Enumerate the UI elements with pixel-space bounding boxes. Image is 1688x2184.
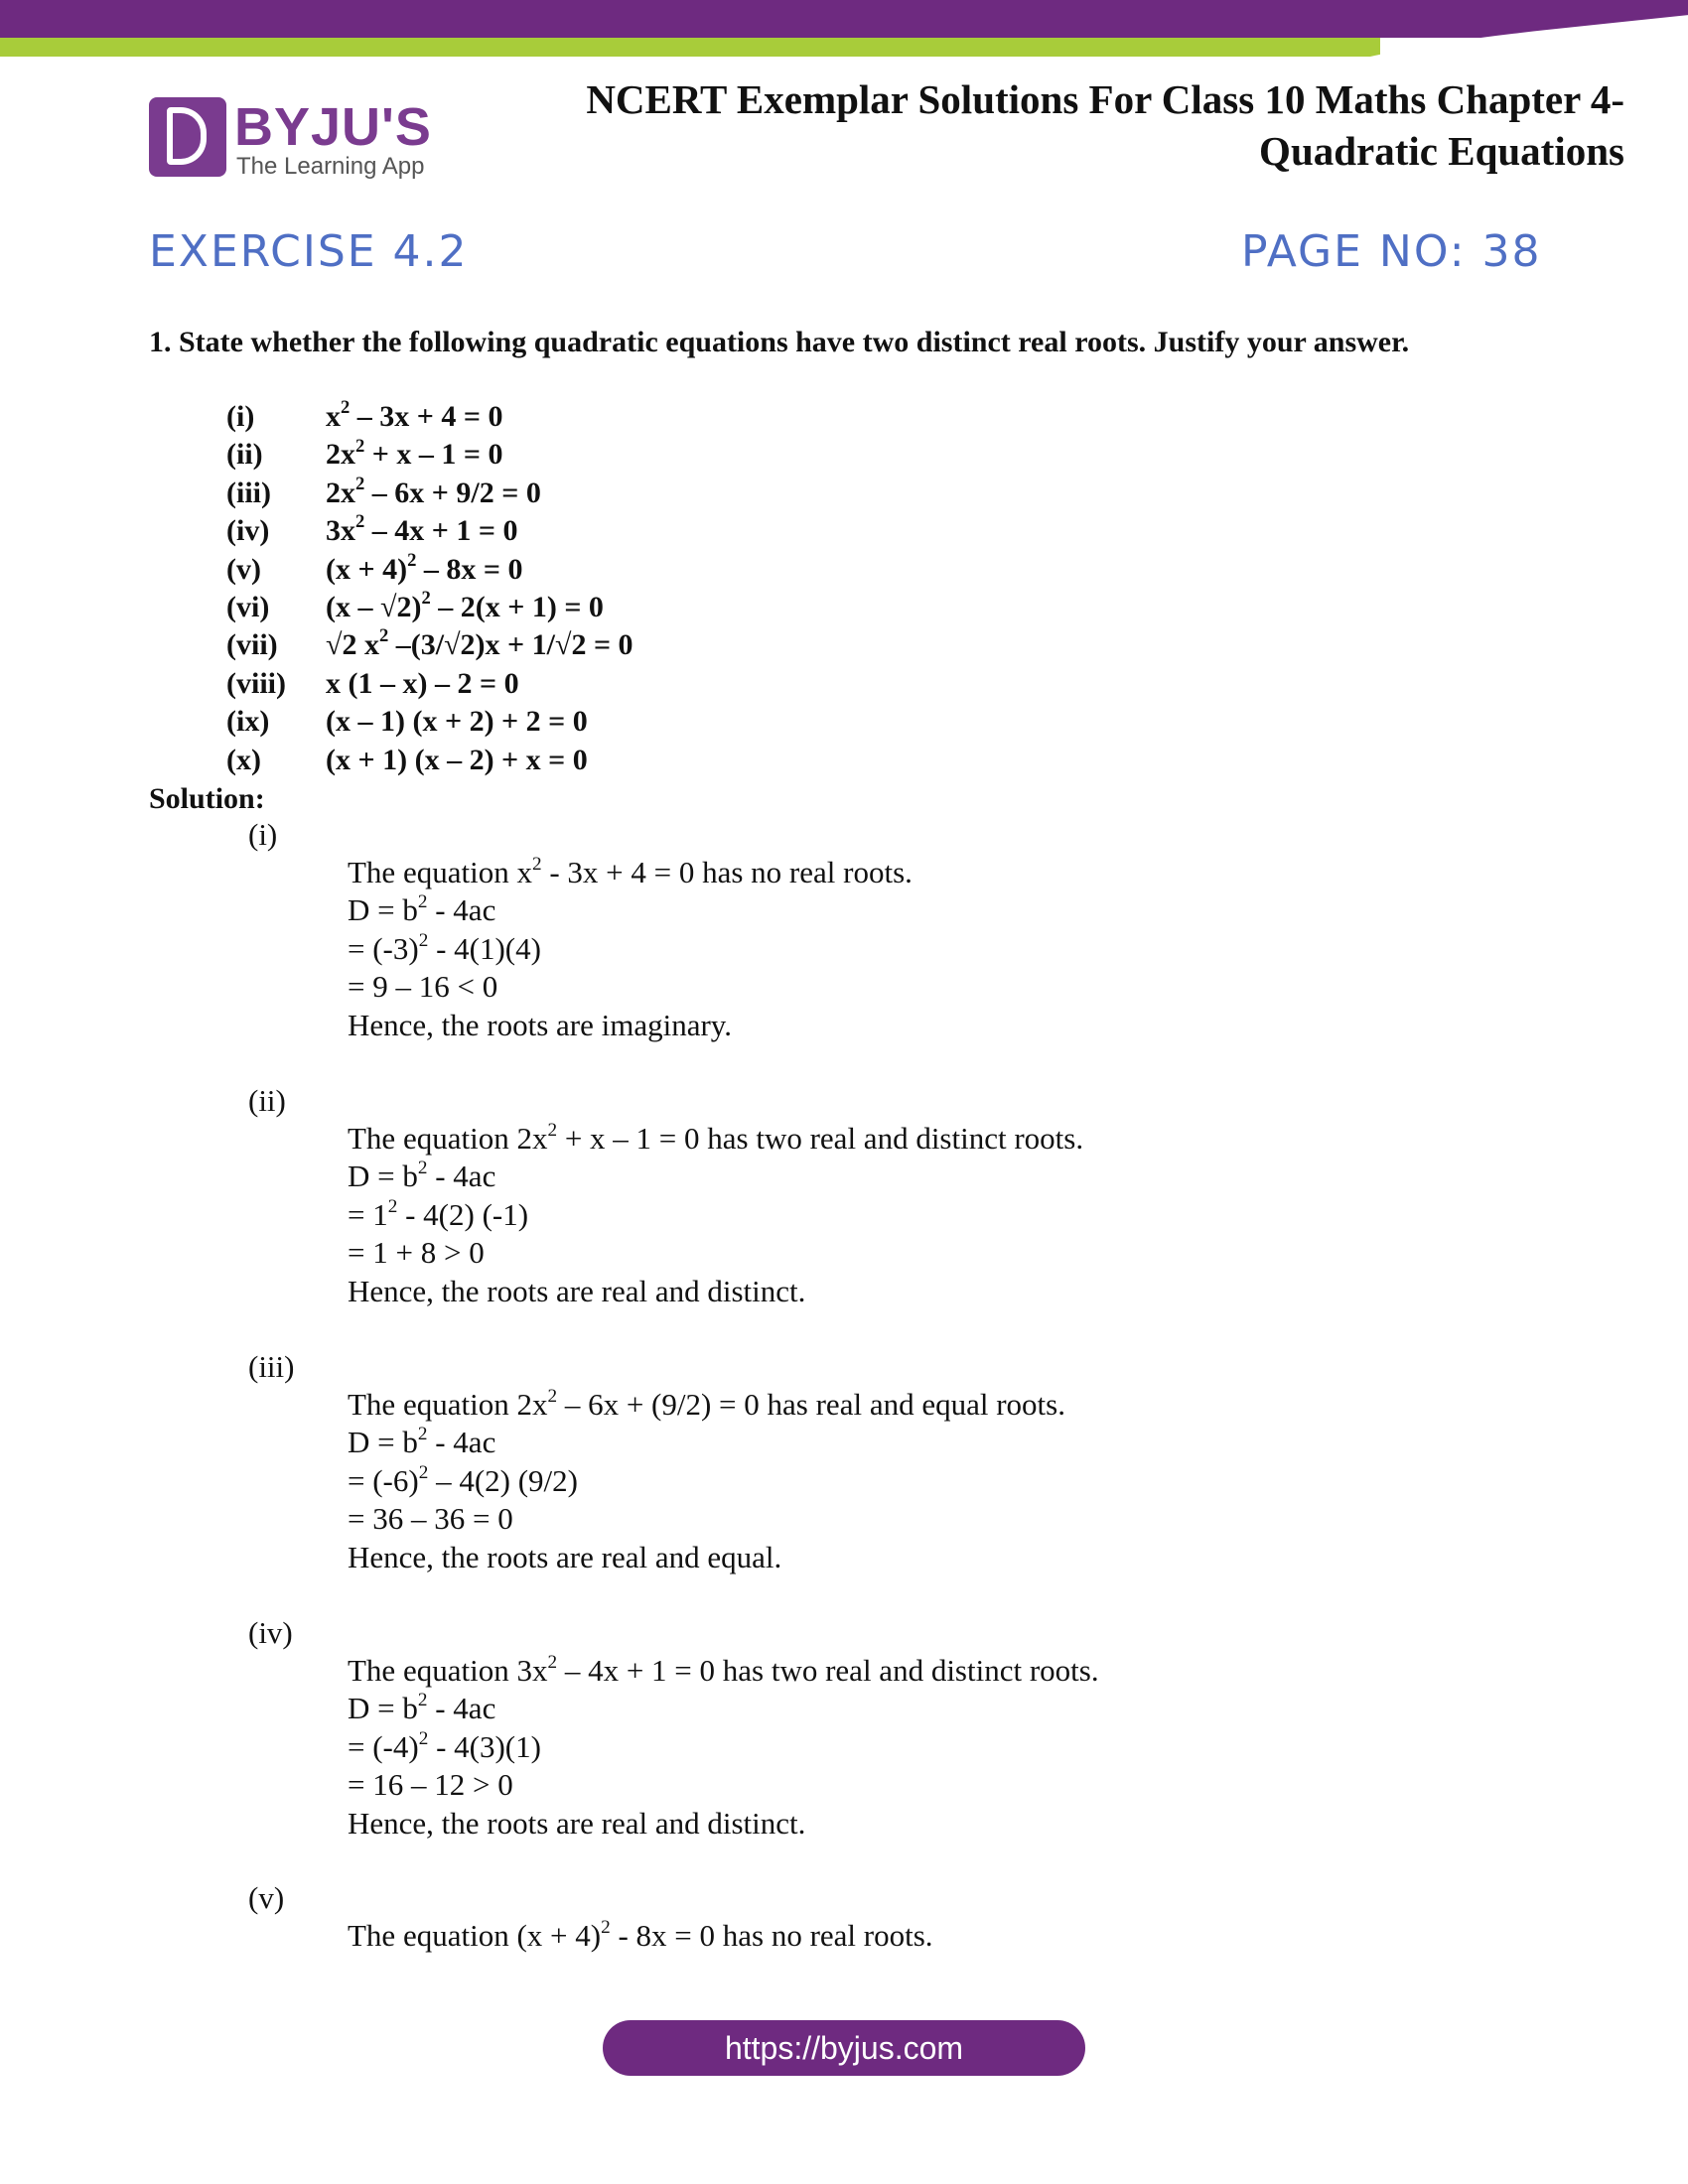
equation-number: (iii) — [226, 476, 271, 509]
solution-line: $D = b^2 - 4ac$ — [348, 1690, 496, 1726]
solution-line: The equation $2x^2 + x - 1 = 0$ has two real and distinct roots. — [348, 1119, 1084, 1156]
equation-list — [226, 398, 633, 779]
equation-text: $x^2 - 3x + 4 = 0$ — [326, 397, 503, 433]
solution-line: = $(-6)^2 - 4(2)$ (9/2) — [348, 1461, 578, 1498]
equation-number: (viii) — [226, 666, 286, 700]
exercise-heading: EXERCISE 4.2 — [149, 226, 469, 277]
solution-part — [348, 1917, 933, 1955]
solution-part-number: (iii) — [248, 1349, 295, 1384]
page-number: PAGE NO: 38 — [1241, 226, 1542, 277]
document-title — [433, 73, 1624, 177]
equation-item — [226, 703, 633, 741]
question-text: 1. State whether the following quadratic equations have two distinct real roots. Justify your answer. — [149, 326, 1410, 358]
equation-number: (iv) — [226, 514, 270, 548]
equation-text: $2x^2 - 6x + 9/2 = 0$ — [326, 473, 541, 509]
solution-line: = 36 – 36 = 0 — [348, 1501, 513, 1537]
equation-text: x (1 – x) – 2 = 0 — [326, 666, 519, 700]
solution-part-number: (ii) — [248, 1083, 286, 1118]
solution-part — [348, 854, 913, 1044]
solution-part — [348, 1652, 1099, 1843]
equation-number: (ix) — [226, 705, 270, 739]
equation-item — [226, 551, 633, 589]
solution-line: = 1 + 8 > 0 — [348, 1235, 485, 1271]
solution-line: = 9 – 16 < 0 — [348, 969, 498, 1005]
solution-line: The equation $x^2 - 3x + 4 = 0$ has no real roots. — [348, 853, 913, 889]
equation-number: (v) — [226, 552, 261, 586]
document-title-line1: NCERT Exemplar Solutions For Class 10 Maths Chapter 4- — [586, 76, 1624, 122]
equation-item — [226, 589, 633, 626]
solution-part-number: (i) — [248, 817, 278, 852]
solution-line: $D = b^2 - 4ac$ — [348, 891, 496, 928]
solution-line: Hence, the roots are real and distinct. — [348, 1805, 806, 1841]
solution-heading: Solution: — [149, 782, 265, 815]
equation-item — [226, 665, 633, 703]
solution-line: = $(-4)^2 - 4(3)(1)$ — [348, 1727, 541, 1764]
equation-text: $(x + 4)^2 - 8x = 0$ — [326, 549, 523, 586]
solution-line: The equation $2x^2 - 6x + (9/2) = 0$ has real and equal roots. — [348, 1385, 1065, 1422]
equation-text: $3x^2 - 4x + 1 = 0$ — [326, 511, 518, 548]
solution-line: $D = b^2 - 4ac$ — [348, 1424, 496, 1460]
equation-item — [226, 475, 633, 512]
solution-line: Hence, the roots are real and distinct. — [348, 1273, 806, 1308]
solution-line: The equation $(x + 4)^2 - 8x = 0$ has no real roots. — [348, 1916, 933, 1953]
document-title-line2: Quadratic Equations — [1259, 128, 1624, 174]
solution-line: Hence, the roots are real and equal. — [348, 1539, 782, 1574]
logo-tagline: The Learning App — [236, 153, 425, 180]
equation-item — [226, 512, 633, 550]
solution-line: Hence, the roots are imaginary. — [348, 1007, 733, 1042]
solution-line: = $1^2 - 4(2)$ (-1) — [348, 1195, 529, 1232]
equation-number: (x) — [226, 743, 261, 776]
solution-line: = 16 – 12 > 0 — [348, 1767, 513, 1803]
logo-b-icon — [149, 97, 226, 177]
equation-item — [226, 398, 633, 436]
footer-link-pill[interactable] — [603, 2020, 1085, 2076]
equation-text: $2x^2 + x - 1 = 0$ — [326, 435, 503, 472]
solution-line: = $(-3)^2 - 4(1)(4)$ — [348, 929, 541, 966]
equation-text: √2 $x^2$ –(3/√2)x + 1/√2 = 0 — [326, 625, 633, 662]
solution-part-number: (v) — [248, 1880, 285, 1915]
equation-number: (i) — [226, 400, 255, 433]
equation-text: (x + 1) (x – 2) + x = 0 — [326, 743, 588, 776]
solution-part — [348, 1386, 1065, 1576]
logo-name: BYJU'S — [234, 97, 432, 157]
equation-number: (vi) — [226, 590, 270, 623]
equation-item — [226, 626, 633, 664]
equation-number: (ii) — [226, 438, 263, 472]
footer-url[interactable]: https://byjus.com — [724, 2030, 964, 2066]
equation-text: (x – 1) (x + 2) + 2 = 0 — [326, 705, 588, 739]
byjus-logo — [149, 97, 437, 179]
solution-part — [348, 1120, 1083, 1310]
banner-purple-stripe — [0, 0, 1688, 38]
equation-item — [226, 742, 633, 779]
solution-line: $D = b^2 - 4ac$ — [348, 1158, 496, 1194]
top-banner — [0, 0, 1688, 60]
equation-text: (x – √2)$^2$ – 2(x + 1) = 0 — [326, 588, 604, 623]
equation-number: (vii) — [226, 628, 278, 662]
solution-part-number: (iv) — [248, 1615, 293, 1650]
solution-line: The equation $3x^2 - 4x + 1 = 0$ has two real and distinct roots. — [348, 1651, 1099, 1688]
equation-item — [226, 436, 633, 474]
banner-green-stripe — [0, 38, 1380, 57]
